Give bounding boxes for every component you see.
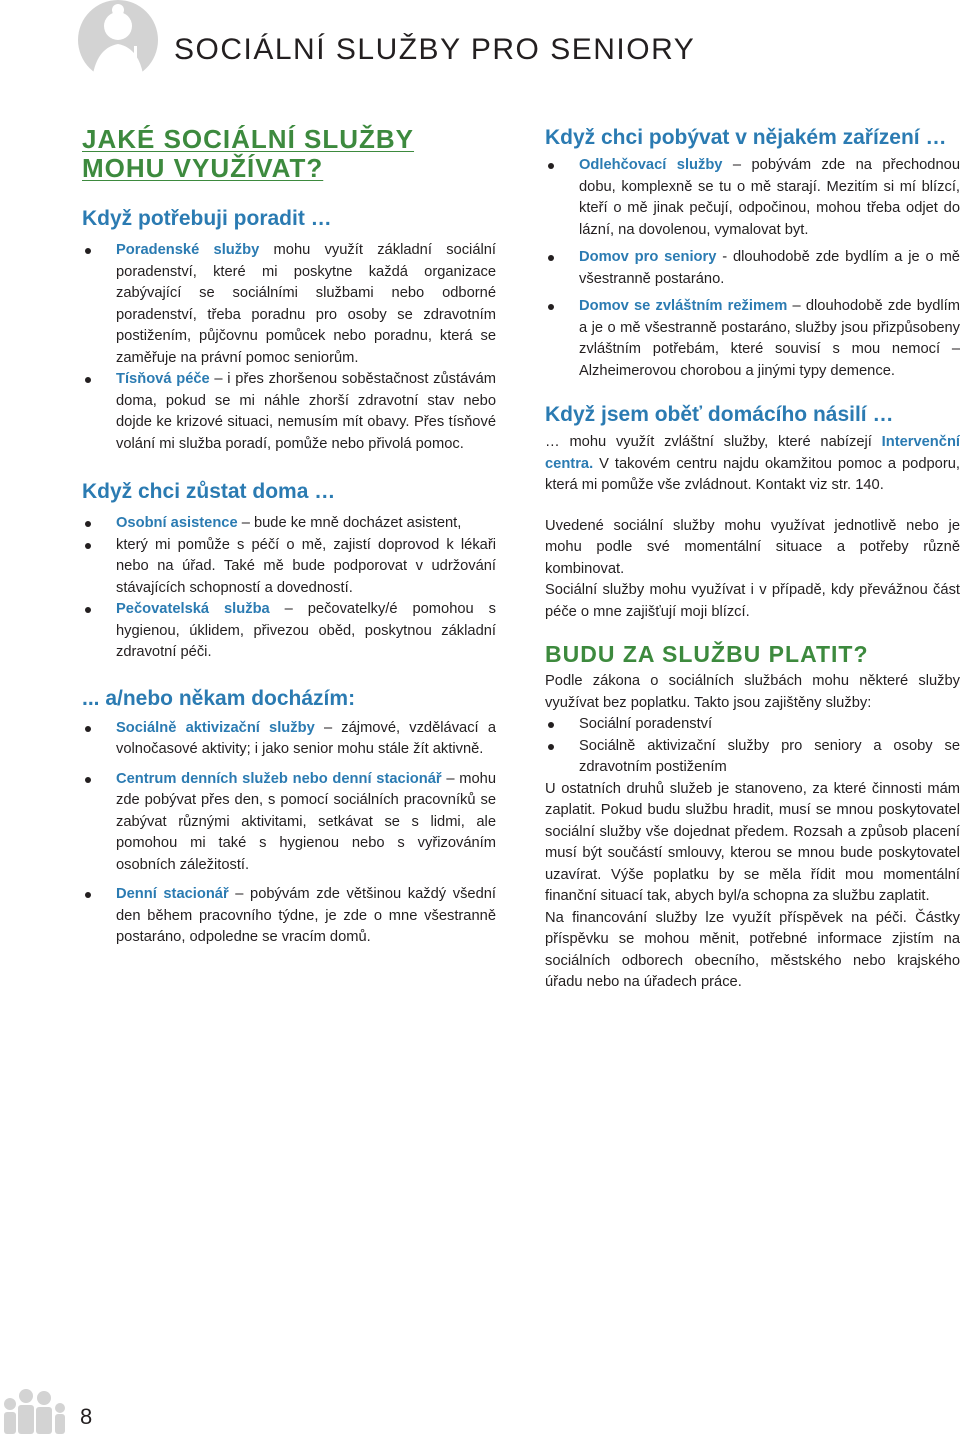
violence-heading: Když jsem oběť domácího násilí …: [545, 403, 894, 426]
advice-list: [82, 240, 496, 455]
senior-woman-icon: [78, 0, 158, 98]
list-item: Odlehčovací služby – pobývám zde na přechodnou dobu, komplexně se tu o mě starají. Mezitím si mí blízcí, kteří o mě jinak pečují, odpočinou, mohou třeba odjet do lázní, na dovolenou, vymalovat byt.: [545, 155, 960, 241]
combine-paragraph: Uvedené sociální služby mohu využívat jednotlivě nebo je mohu podle své momentální situace a potřeby různě kombinovat.: [545, 517, 960, 577]
violence-paragraph: … mohu využít zvláštní služby, které nabízejí Intervenční centra. V takovém centru najdu okamžitou pomoc a podporu, která mi pomůže vše zvládnout. Kontakt viz str. 140.: [545, 434, 960, 493]
facility-heading: Když chci pobývat v nějakém zařízení …: [545, 126, 947, 149]
list-item: Tísňová péče – i přes zhoršenou soběstačnost zůstávám doma, pokud se mi náhle zhorší zdravotní stav nebo dojde ke krizové situaci, nemusím mít obavy. Přes tísňové volání mi služba poradí, pomůže nebo přivolá pomoc.: [82, 369, 496, 455]
page-title: SOCIÁLNÍ SLUŽBY PRO SENIORY: [174, 33, 696, 66]
facility-list: [545, 155, 960, 382]
pay-intro: Podle zákona o sociálních službách mohu některé služby využívat bez poplatku. Takto jsou zajištěny služby:: [545, 673, 960, 711]
stay-home-heading: Když chci zůstat doma …: [82, 480, 336, 503]
page-number: 8: [80, 1404, 93, 1429]
free-services-list: [545, 714, 960, 779]
list-item: Sociální poradenství: [545, 714, 960, 736]
list-item: Poradenské služby mohu využít základní sociální poradenství, které mi poskytne každá organizace zabývající se sociálními službami nebo odborné poradenství, třeba poradnu pro osoby se zdravotním postižením, půjčovnu pomůcek nebo poradnu, která se zaměřuje na právní pomoc seniorům.: [82, 240, 496, 369]
list-item: Domov se zvláštním režimem – dlouhodobě zde bydlím a je o mě všestranně postaráno, služby jsou přizpůsobeny zvláštním potřebám, které souvisí s mou nemocí – Alzheimerovou chorobou a jinými typy demence.: [545, 296, 960, 382]
left-column: [82, 125, 496, 949]
list-item: Sociálně aktivizační služby – zájmové, vzdělávací a volnočasové aktivity; i jako senior mohu stále žít aktivně.: [82, 718, 496, 761]
list-item: Osobní asistence – bude ke mně docházet asistent,: [82, 513, 496, 535]
pay-heading: BUDU ZA SLUŽBU PLATIT?: [545, 641, 869, 667]
main-title: [82, 125, 496, 183]
right-column: [545, 125, 960, 994]
list-item: Domov pro seniory - dlouhodobě zde bydlím a je o mě všestranně postaráno.: [545, 247, 960, 290]
list-item: Centrum denních služeb nebo denní stacionář – mohu zde pobývat přes den, s pomocí sociálních pracovníků se zabývat různými aktivitami, setkávat se s lidmi, ale pomohou mi také s hygienou nebo s vyřizováním osobních záležitostí.: [82, 769, 496, 877]
list-item: Pečovatelská služba – pečovatelky/é pomohou s hygienou, úklidem, přivezou oběd, poskytnou základní zdravotní péči.: [82, 599, 496, 664]
list-item: který mi pomůže s péčí o mě, zajistí doprovod k lékaři nebo na úřad. Také mě bude podporovat v udržování stávajících schopností a dovedností.: [82, 535, 496, 600]
pay-paragraph-1: U ostatních druhů služeb je stanoveno, za které činnosti mám zaplatit. Pokud budu službu hradit, musí se mnou poskytovatel sociální služby vše dojednat předem. Rozsah a způsob placení musí být součástí smlouvy, kterou se mnou bude poskytovatel uzavírat. Výše poplatku by se měla řídit mou momentální finanční situací tak, abych byl/a schopna za službu zaplatit.: [545, 780, 960, 904]
list-item: Denní stacionář – pobývám zde většinou každý všední den během pracovního týdne, je zde o mne všestranně postaráno, odpoledne se vracím domů.: [82, 884, 496, 949]
pay-paragraph-2: Na financování služby lze využít příspěvek na péči. Částky příspěvku se mohou měnit, potřebné informace zjistím na sociálních odborech obecního, městského nebo krajského úřadu nebo na úřadech práce.: [545, 909, 960, 990]
attend-heading: ... a/nebo někam docházím:: [82, 686, 356, 710]
attend-list: [82, 718, 496, 949]
stay-home-list: [82, 513, 496, 664]
family-icon: [0, 1384, 70, 1434]
relatives-paragraph: Sociální služby mohu využívat i v případě, kdy převážnou část péče o mne zajišťují moji blízcí.: [545, 582, 960, 620]
list-item: Sociálně aktivizační služby pro seniory a osoby se zdravotním postižením: [545, 736, 960, 779]
main-title-line-2: MOHU VYUŽÍVAT?: [82, 153, 324, 183]
advice-heading: Když potřebuji poradit …: [82, 207, 332, 230]
main-title-line-1: JAKÉ SOCIÁLNÍ SLUŽBY: [82, 124, 415, 154]
